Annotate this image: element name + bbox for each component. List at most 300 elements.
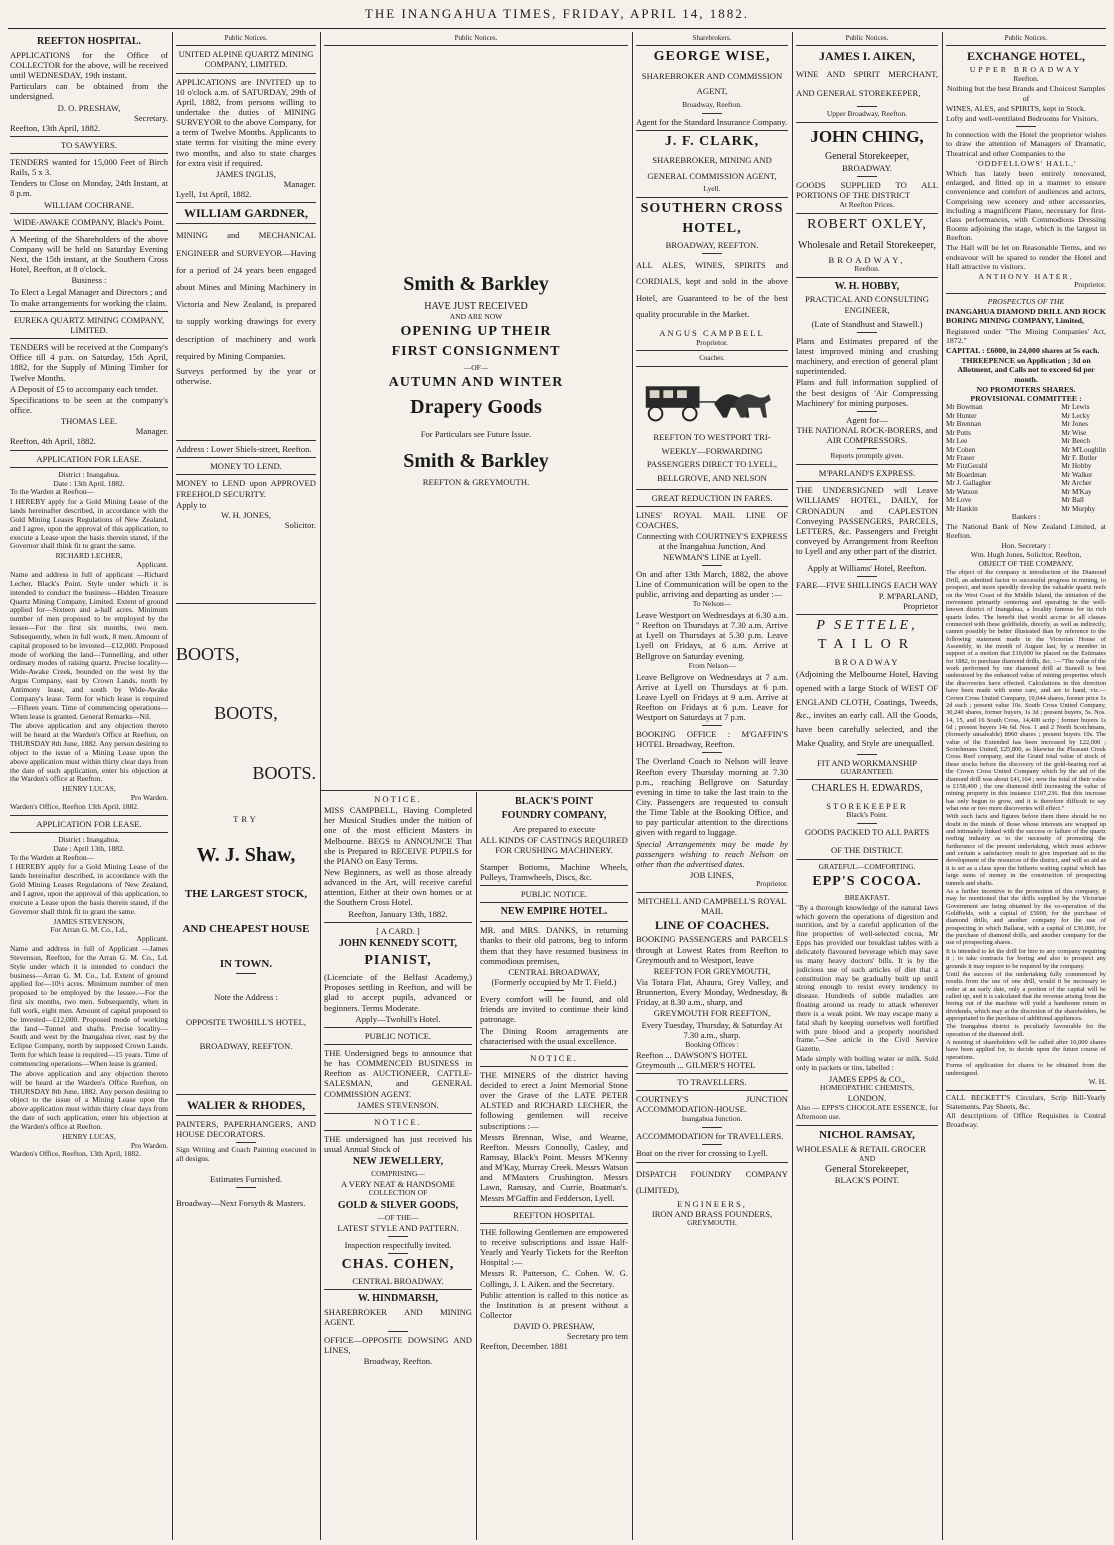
exchange-body: Nothing but the best Brands and Choicest Samples of <box>946 84 1106 103</box>
scott-name: JOHN KENNEDY SCOTT, <box>338 937 458 949</box>
date: Reefton, January 13th, 1882. <box>348 908 448 919</box>
fit-title: FIT AND WORKMANSHIP <box>817 757 917 768</box>
wide-awake-title: WIDE-AWAKE COMPANY, Black's Point. <box>13 216 165 227</box>
exchange-body: Which has lately been entirely renovated, enlarged, and fitted up in a manner to ensure convenience and comfort of audiences and actors, Comprising new scenery and other accessories, including a magnificent Piano, necessary for first-class performances, with Commodious Dressing Rooms adjoining the stage, which is the largest in Reefton. <box>946 168 1106 243</box>
wide-awake-body: A Meeting of the Shareholders of the above Company will be held on Saturday Evening Next, the 15th instant, at the Southern Cross Hotel, Reefton, at 8 o'clock. <box>10 233 168 275</box>
money-apply: Apply to <box>176 499 207 510</box>
signature-title: Secretary pro tem <box>566 1331 628 1342</box>
applicant-label: Applicant. <box>136 560 168 570</box>
column-4 <box>636 34 788 1228</box>
hospital-body: Public attention is called to this notice as the Institution is at present without a Collector <box>480 1289 628 1321</box>
jewel-line: A VERY NEAT & HANDSOME <box>341 1178 455 1189</box>
signature: THOMAS LEE. <box>60 416 118 427</box>
boots-line-2: BOOTS, <box>214 703 278 724</box>
notice-title: NOTICE. <box>374 794 422 804</box>
southern-cross-body: ALL ALES, WINES, SPIRITS and CORDIALS, kept and sold in the above Hotel, are Guaranteed to be of the best quality procurable in the Market. <box>636 260 788 320</box>
column-rule <box>320 32 321 1540</box>
shaw-address: OPPOSITE TWOHILL'S HOTEL, <box>185 1016 307 1027</box>
epps-also: Also — EPPS'S CHOCOLATE ESSENCE, for Afternoon use. <box>796 1102 938 1121</box>
prospectus-object: The object of the company is introduction of the Diamond Drill, an admitted factor to successful progress in mining, to prospect, and more speedily develop the valuable quartz reefs on the West Coast of the Middle Island, the initiation of the movement primarily centering and operating in the well-known district of Inangahua, a locality famous for its rich quartz lodes. The benefit that would accrue to all classes connected with these goldfields, directly, as well as indirectly, cannot possibly be better illustrated than by reference to the following statement made in the Victorian House of Assembly, in the month of August last, by a member in support of a motion that £10,000 be placed on the Estimates for 1882, to purchase diamond drills, &c. :—"The value of the work performed by one diamond drill at Stawell is best understood by the enhanced value of mining properties which the discoveries have effected. Calculations in this direction have been made with some care, and are to hand, viz.—Crown Cross United Company, 19,044 shares, former price 1s 2d each ; present value 10s. South Cross United Company, 30,240 shares, former buyers, 1s 3d ; present buyers, 5s. Nos. 14, 15, and 16 South Cross, 14,400 scrip ; former buyers 1s 6d ; present buyers 14s 6d. Nos. 1 and 2 North Scotchmans, (formerly unsaleable) 8960 shares ; present buyers 10s. The value of the Extended has been increased by £22,000 ; Scotchmans United, £25,800, as likewise the Pleasant Creek Cross Reef company, and the Grand total value of stock of these stocks before the discovery of the gold-bearing reef at the Crown Cross United Company which by the aid of the diamond drill was about £41,164 ; now the total of their value is £158,400 ; the one diamond drill increasing the value of mining property in this instance £107,236. But this increase has only begun to grow, and it is therefore difficult to say what one or two more discoveries will effect." <box>946 569 1106 812</box>
empire-body: The Dining Room arragements are characterised with the usual excellence. <box>480 1025 628 1046</box>
column-rule <box>942 32 943 1540</box>
hospital-body: THE following Gentlemen are empowered to receive subscriptions and issue Half-Yearly and Yearly Tickets for the Reefton Hospital :— <box>480 1226 628 1268</box>
public-notice-title: PUBLIC NOTICE. <box>364 1030 432 1041</box>
shaw-name: W. J. Shaw, <box>196 843 296 866</box>
applicant-for: For Arran G. M. Co., Ld., <box>50 925 128 935</box>
coach-illustration-icon <box>636 374 773 424</box>
lease-district: District : Inangahua. <box>58 469 120 479</box>
warden-title: Pro Warden. <box>130 793 168 803</box>
from-nelson: From Nelson— <box>688 660 736 670</box>
travellers-title: TO TRAVELLERS. <box>677 1076 747 1087</box>
scott-title: PIANIST, <box>364 952 432 968</box>
jewel-line: —OF THE— <box>377 1212 419 1222</box>
walier-body: PAINTERS, PAPERHANGERS, AND HOUSE DECORATORS. <box>176 1119 316 1140</box>
hospital-list: Messrs R. Patterson, C. Cohen. W. G. Collings, J. I. Aiken. and the Secretary. <box>480 1268 628 1289</box>
committee-member: Mr Jones <box>1061 420 1088 429</box>
signature-title: Proprietor. <box>696 337 728 347</box>
secretary-body: Wm. Hugh Jones, Solicitor, Reefton, <box>970 549 1082 559</box>
alpine-body: APPLICATIONS are INVITED up to 10 o'clock a.m. of SATURDAY, 29th of April, 1882, from persons willing to undertake the duties of MINING SURVEYOR to the above Company, for a term of Twelve Months. Applicants to state terms for visiting the mine every two months, and also to state charges for extra visit if required. <box>176 76 316 168</box>
committee-member: Mr Beech <box>1061 437 1090 446</box>
jewel-line: GOLD & SILVER GOODS, <box>337 1199 459 1211</box>
mparland-apply: Apply at Williams' Hotel, Reefton. <box>807 563 927 574</box>
hobby-body: (Late of Standhust and Stawell.) <box>811 318 923 329</box>
warden-office: Warden's Office, Reefton, 13th April, 1882. <box>10 1149 141 1159</box>
notice-title: NOTICE. <box>530 1052 578 1063</box>
ramsay-address: BLACK'S POINT. <box>834 1175 900 1186</box>
sb-line: —OF— <box>463 362 489 372</box>
committee-member: Mr Ball <box>1061 496 1084 505</box>
shaw-note: Note the Address : <box>214 992 278 1003</box>
shaw-line: IN TOWN. <box>219 957 273 970</box>
clark-address: Lyell. <box>703 184 721 194</box>
gardner-title: WILLIAM GARDNER, <box>183 206 308 221</box>
committee-member: Mr Brennan <box>946 420 981 429</box>
hobby-agent: THE NATIONAL ROCK-BORERS, and AIR COMPRESSORS. <box>796 425 938 446</box>
signature: ANGUS CAMPBELL <box>659 328 765 339</box>
jewel-body: THE undersigned has just received his usual Annual Stock of <box>324 1133 472 1155</box>
call-body: CALL BECKETT'S Circulars, Scrip Bill-Yearly Statements, Pay Sheets, &c. <box>946 1092 1106 1111</box>
epps-pre: GRATEFUL—COMFORTING. <box>818 861 916 871</box>
business-item: To make arrangements for working the claim. <box>10 297 168 308</box>
masthead: THE INANGAHUA TIMES, FRIDAY, APRIL 14, 1882. <box>364 6 750 21</box>
section-label: Public Notices. <box>845 34 889 42</box>
exchange-address: UPPER BROADWAY <box>969 65 1083 75</box>
blacks-title: FOUNDRY COMPANY, <box>501 809 607 821</box>
sawyers-body: TENDERS wanted for 15,000 Feet of Birch Rails, 5 x 3. <box>10 157 168 178</box>
epps-breakfast: BREAKFAST. <box>844 892 890 902</box>
committee-member: Mr Wise <box>1061 428 1087 437</box>
epps-body: Made simply with boiling water or milk. Sold only in packets or tins, labelled : <box>796 1054 938 1072</box>
jewel-line: COMPRISING— <box>371 1169 425 1179</box>
epps-company: JAMES EPPS & CO., <box>828 1073 906 1084</box>
walier-estimates: Estimates Furnished. <box>209 1174 283 1185</box>
sb-line: OPENING UP THEIR <box>400 324 552 340</box>
edwards-line: OF THE DISTRICT. <box>830 845 903 856</box>
committee-member: Mr Lee <box>946 437 968 446</box>
shaw-line: AND CHEAPEST HOUSE <box>182 922 310 935</box>
lease-title: APPLICATION FOR LEASE. <box>36 453 142 464</box>
from-times: Leave Bellgrove on Wednesdays at 7 a.m. Arrive at Lyell on Thursdays at 6 p.m. Leave Lyell on Fridays at 9 a.m. Arrive at Reefton on Fridays at 6 p.m. Leave for Westport on Saturdays at 7 p.m. <box>636 671 788 723</box>
exchange-body: Lofty and well-ventilated Bedrooms for Visitors. <box>946 114 1099 123</box>
edwards-title: CHARLES H. EDWARDS, <box>811 783 923 795</box>
miners-list: Messrs Brennan, Wise, and Wearne, Reefton. Messrs Connolly, Casley, and Ramsay, Black's Point. Messrs M'Kenny and M'Kay, Murray Creek. Messrs Watson and M'Masters Crushington. Messrs Lawn, Ramsay, and Currie, Boatman's. Messrs M'Gaffin and Fedderson, Lyell. <box>480 1131 628 1203</box>
lease-body: I HEREBY apply for a Gold Mining Lease of the lands hereinafter described, in accordance with the Gold Mining Leases Regulations of New Zealand, and I agree, upon the approval of this application, to execute a Lease upon the basis therein stated, if the Governor shall think fit to grant the same. <box>10 497 168 551</box>
try-label: TRY <box>233 813 259 824</box>
jewel-line: LATEST STYLE AND PATTERN. <box>337 1222 459 1233</box>
committee-member: Mr M'Kay <box>1061 487 1092 496</box>
prospectus-object: As a further incentive to the promotion of this company, it may be mentioned that the drills supplied by the Victorian Government are being obtained by the co-operation of the Goldfields, with a capital of £5000, for the purchase of diamond drills, and another company for the use of prospecting in which Ballarat, with a capital of £30,000, for the purchase of diamond drills, and another company for the use of prospecting shares. <box>946 887 1106 947</box>
lease-notice: The above application and any objection thereto will be heard at the Warden's Office Reefton, on THURSDAY 8th June, 1882. Any person desiring to object to the issue of a Mining Lease upon the above application must within thirty clear days from the date of such application, enter his objection at the Warden's office at Reefton. <box>10 1068 168 1131</box>
exchange-address: Reefton. <box>1013 73 1039 83</box>
money-body: MONEY to LEND upon APPROVED FREEHOLD SECURITY. <box>176 478 316 499</box>
warden-name: HENRY LUCAS, <box>62 784 116 794</box>
exchange-body: The Hall will be let on Reasonable Terms, and no endeavour will be spared to render the Hotel and Hall attractive to visitors. <box>946 243 1106 271</box>
section-rule <box>320 790 632 791</box>
money-title: MONEY TO LEND. <box>210 461 282 472</box>
mc-offices: Booking Offices : <box>685 1039 739 1049</box>
prospectus-body: INANGAHUA DIAMOND DRILL AND ROCK BORING MINING COMPANY, Limited, <box>946 307 1106 326</box>
job-lines: JOB LINES, <box>690 870 734 881</box>
stevenson-body: THE Undersigned begs to announce that he has COMMENCED BUSINESS in Reefton as AUCTIONEER, CATTLE-SALESMAN, and GENERAL COMMISSION AGENT. <box>324 1047 472 1099</box>
hospital-title: REEFTON HOSPITAL <box>513 1209 595 1220</box>
wise-address: Broadway, Reefton. <box>682 99 742 109</box>
dispatch-line: IRON AND BRASS FOUNDERS, <box>651 1209 773 1220</box>
column-5 <box>796 34 938 1185</box>
hindmarsh-address: Broadway, Reefton. <box>363 1355 433 1366</box>
committee-member: Mr Fraser <box>946 454 975 462</box>
campbell-body: New Beginners, as well as those already advanced in the Art, will receive careful attention, Either at their own homes or at the Southern Cross Hotel. <box>324 866 472 908</box>
mparland-fare: FARE—FIVE SHILLINGS EACH WAY <box>796 580 938 591</box>
column-3b <box>480 794 628 1352</box>
hospital-body: APPLICATIONS for the Office of COLLECTOR for the above, will be received until WEDNESDAY, 19th instant. <box>10 49 168 81</box>
section-label: Public Notices. <box>454 34 498 42</box>
edwards-line: Black's Point. <box>846 810 888 820</box>
aiken-address: Upper Broadway, Reefton. <box>826 109 908 119</box>
lines-body: Connecting with COURTNEY'S EXPRESS at the Inangahua Junction, And NEWMAN'S LINE at Lyell. <box>636 531 788 562</box>
sawyers-title: TO SAWYERS. <box>61 139 117 150</box>
lease-notice: The above application and any objection thereto will be heard at the Warden's Office at Reefton, on THURSDAY 8th June, 1882. Any person desiring to object to the issue of a Mining Lease upon the above application must within thirty clear days from the date of such application, enter his objection at the Warden's office at Reefton. <box>10 721 168 784</box>
notice-title: NOTICE. <box>374 1116 422 1127</box>
sb-line: HAVE JUST RECEIVED <box>424 300 528 312</box>
section-label: Sharebrokers. <box>692 34 732 42</box>
empire-address: CENTRAL BROADWAY, <box>508 966 600 977</box>
southern-cross-address: BROADWAY, REEFTON. <box>665 240 759 251</box>
mc-route: GREYMOUTH FOR REEFTON, <box>653 1008 771 1019</box>
sawyers-body: Tenders to Close on Monday, 24th Instant, at 8 p.m. <box>10 178 168 199</box>
signature: D. O. PRESHAW, <box>57 102 121 113</box>
dispatch-title: DISPATCH FOUNDRY COMPANY (LIMITED), <box>636 1168 788 1195</box>
gardner-body: MINING and MECHANICAL ENGINEER and SURVEYOR—Having for a period of 24 years been engaged about Mines and Mining Machinery in Victoria and New Zealand, is prepared to supply working drawings for every description of machinery and work required by Mining Companies. <box>176 230 316 361</box>
exchange-hall: 'ODDFELLOWS' HALL,' <box>975 158 1077 168</box>
empire-title: NEW EMPIRE HOTEL. <box>500 906 608 918</box>
lease-body: I HEREBY apply for a Gold Mining Lease of the lands hereinafter described, in accordance with the Gold Mining Leases Regulations of New Zealand, and I agree, upon the approval of this application, to execute a Lease upon the basis therein stated, if the Governor shall think fit to grant the same. <box>10 862 168 916</box>
reduction-title: GREAT REDUCTION IN FARES. <box>651 492 773 503</box>
empire-body: MR. and MRS. DANKS, in returning thanks to their old patrons, beg to inform them that they have resumed business in commodious premises, <box>480 925 628 966</box>
committee-member: Mr FitzGerald <box>946 462 988 471</box>
blacks-body: Stamper Bottoms, Machine Wheels, Pulleys, Tramwheels, Discs, &c. <box>480 862 628 883</box>
prospectus-pc: PROVISIONAL COMMITTEE : <box>970 393 1082 403</box>
smith-barkley-name: Smith & Barkley <box>403 273 549 296</box>
scott-body: (Licenciate of the Belfast Academy,) Proposes settling in Reefton, and will be glad to accept pupils, advanced or beginners. Terms Moderate. <box>324 972 472 1013</box>
committee-left <box>946 403 991 513</box>
oxley-body: Wholesale and Retail Storekeeper, <box>798 239 936 251</box>
committee-member: Mr J. Gallagher <box>946 479 992 488</box>
committee-member: Mr M'Loughlin <box>1061 445 1106 454</box>
clark-body: SHAREBROKER, MINING AND GENERAL COMMISSION AGENT, <box>647 155 777 181</box>
oxley-address: BROADWAY, <box>828 254 906 265</box>
committee-list <box>946 403 1106 513</box>
signature-title: Solicitor. <box>284 520 316 530</box>
hobby-body: Plans and full information supplied of the best designs of 'Air Compressing Machinery' for mining purposes. <box>796 377 938 408</box>
miners-body: THE MINERS of the district having decided to erect a Joint Memorial Stone over the Grave of the LATE PETER ALSTED and RICHARD LECHER, the following gentlemen will receive subscriptions :— <box>480 1069 628 1131</box>
committee-member: Mr Bowman <box>946 403 983 412</box>
prospectus-capital: CAPITAL : £6000, in 24,000 shares at 5s each. <box>946 345 1100 355</box>
warden-office: Warden's Office, Reefton 13th April, 1882. <box>10 801 139 811</box>
epps-body: "By a thorough knowledge of the natural laws which govern the operations of digestion and nutrition, and by a careful application of the fine properties of well-selected cocoa, Mr Epps has provided our breakfast tables with a delicately flavoured beverage which may save us many heavy doctors' bills. It is by the judicious use of such articles of diet that a constitution may be gradually built up until strong enough to resist every tendency to disease. Hundreds of subtle maladies are floating around us ready to attack wherever there is a weak point. We may escape many a fatal shaft by keeping ourselves well fortified with pure blood and a properly nourished frame."—See article in the Civil Service Gazette. <box>796 902 938 1054</box>
sb-line: FIRST CONSIGNMENT <box>391 344 561 359</box>
nelson-times: Leave Westport on Wednesdays at 6.30 a.m. " Reefton on Thursdays at 7.30 a.m. Arrive at Lyell on Thursdays at 5.30 p.m. Leave Lyell on Fridays, at 6 a.m. Arrive at Bellgrove on Saturday evening. <box>636 609 788 661</box>
mc-office: Reefton ... DAWSON'S HOTEL <box>636 1049 748 1060</box>
bankers-body: The National Bank of New Zealand Limited, at Reefton. <box>946 522 1106 541</box>
business-heading: Business : <box>71 275 107 286</box>
signature: WILLIAM COCHRANE. <box>44 199 134 210</box>
secretary-label: Hon. Secretary : <box>1001 540 1051 550</box>
jewel-line: NEW JEWELLERY, <box>352 1156 444 1168</box>
empire-previous: (Formerly occupied by Mr T. Field.) <box>491 976 617 987</box>
courtney-body: ACCOMMODATION for TRAVELLERS. <box>636 1131 784 1142</box>
signature: JAMES STEVENSON. <box>357 1099 439 1110</box>
dispatch-line: ENGINEERS, <box>677 1199 747 1210</box>
hobby-body: PRACTICAL AND CONSULTING ENGINEER, <box>805 294 929 315</box>
signature-title: Manager. <box>135 426 168 437</box>
column-3a <box>324 794 472 1366</box>
mc-body: Every Tuesday, Thursday, & Saturday At 7.30 a.m., sharp. <box>641 1019 783 1040</box>
hospital-body: Particulars can be obtained from the undersigned. <box>10 81 168 102</box>
special: Special Arrangements may be made by passengers wishing to reach Nelson on other than the advertised dates. <box>636 838 788 869</box>
eureka-body: Specifications to be seen at the company's office. <box>10 394 168 416</box>
signature: JAMES INGLIS, <box>216 168 276 179</box>
eureka-body: TENDERS will be received at the Company's Office till 4 p.m. on Saturday, 15th April, 1882, for the Supply of Mining Timber for Twelve Months. <box>10 342 168 383</box>
sb-line: AND ARE NOW <box>449 311 503 321</box>
aiken-title: JAMES I. AIKEN, <box>818 49 916 64</box>
westport-body: REEFTON TO WESTPORT TRI-WEEKLY—FORWARDING PASSENGERS DIRECT TO LYELL, BELLGROVE, AND NELSON <box>646 431 778 484</box>
campbell-body: MISS CAMPBELL, Having Completed her Musical Studies under the tuition of one of the most efficient Masters in Melbourne. BEGS to ANNOUNCE That she is Prepared to RECEIVE PUPILS for the PIANO on Easy Terms. <box>324 805 472 866</box>
empire-body: Every comfort will be found, and old friends are invited to continue their kind patronage. <box>480 994 628 1025</box>
sb-line: For Particulars see Future Issue. <box>420 429 532 440</box>
cohen-name: CHAS. COHEN, <box>341 1256 455 1272</box>
scott-apply: Apply—Twohill's Hotel. <box>355 1013 441 1024</box>
column-6 <box>946 34 1106 1131</box>
date: Reefton, 13th April, 1882. <box>10 122 101 133</box>
hindmarsh-name: W. HINDMARSH, <box>358 1293 438 1305</box>
signature-title: Proprietor <box>903 600 938 611</box>
walier-title: WALIER & RHODES, <box>186 1097 306 1112</box>
committee-member: Mr Love <box>946 496 972 505</box>
section-label: Public Notices. <box>224 34 268 42</box>
tailor-address: BROADWAY <box>834 656 900 667</box>
exchange-body: WINES, ALES, and SPIRITS, kept in Stock. <box>946 103 1086 113</box>
blacks-title: BLACK'S POINT <box>514 796 594 807</box>
mparland-title: M'PARLAND'S EXPRESS. <box>818 468 916 479</box>
committee-member: Mr Murphy <box>1061 504 1096 513</box>
lease-district: District : Inangahua. <box>58 834 120 844</box>
southern-cross-title: SOUTHERN CROSS <box>640 200 784 216</box>
epps-company: LONDON. <box>847 1092 887 1103</box>
to-nelson: To Nelson— <box>692 599 732 609</box>
prospectus-title: PROSPECTUS OF THE <box>987 297 1065 307</box>
walier-address: Broadway—Next Forsyth & Masters. <box>176 1198 306 1209</box>
lines-body: On and after 13th March, 1882, the above Line of Communication will be open to the public, arriving and departing as under :— <box>636 568 788 599</box>
gardner-body: Surveys performed by the year or otherwise. <box>176 365 316 387</box>
column-rule <box>172 32 173 1540</box>
lease-date: Date : April 13th, 1882. <box>53 843 125 853</box>
courtney-title: COURTNEY'S JUNCTION ACCOMMODATION-HOUSE. <box>636 1094 788 1115</box>
prospectus-object: The Inangahua district is peculiarly favourable for the operation of the diamond drill. <box>946 1023 1106 1038</box>
ching-title: JOHN CHING, <box>810 127 924 147</box>
prospectus-object: Until the success of the undertaking fully commenced by results from the use of one drill, would it be necessary to order at an early date, only a portion of the capital will be called up, and it is calculated that the revenue arising from the boring out of the machine will yield a handsome return in dividends, which may at the discretion of the shareholders, be appropriated to the purchase of additional appliances. <box>946 970 1106 1023</box>
section-label: Coaches. <box>699 354 725 363</box>
lines-title: LINES' ROYAL MAIL LINE OF COACHES, <box>636 509 788 531</box>
lease-to: To the Warden at Reefton— <box>10 487 95 497</box>
ramsay-body: WHOLESALE & RETAIL GROCER <box>796 1143 927 1154</box>
business-item: To Elect a Legal Manager and Directors ; and <box>10 286 167 297</box>
ramsay-and: AND <box>858 1153 876 1163</box>
top-rule <box>8 28 1106 29</box>
southern-cross-title: HOTEL, <box>682 220 742 236</box>
wise-body: SHAREBROKER AND COMMISSION AGENT, <box>641 70 783 97</box>
hospital-title: REEFTON HOSPITAL. <box>36 36 142 47</box>
committee-member: Mr Cohen <box>946 445 976 454</box>
edwards-line: STOREKEEPER <box>826 801 908 812</box>
sb-line: AUTUMN AND WINTER <box>388 375 564 391</box>
date: Reefton, December. 1881 <box>480 1341 568 1352</box>
boots-line-1: BOOTS, <box>176 644 240 665</box>
card-label: [ A CARD. ] <box>376 925 420 936</box>
signature: DAVID O. PRESHAW, <box>513 1321 595 1332</box>
blacks-body: Are prepared to execute <box>512 823 596 834</box>
mc-title: LINE OF COACHES. <box>655 918 769 933</box>
column-3-top <box>324 34 628 784</box>
dispatch-line: GREYMOUTH. <box>687 1218 737 1228</box>
signature-title: Secretary. <box>133 112 168 123</box>
mc-office: Greymouth ... GILMER'S HOTEL <box>636 1059 756 1070</box>
sb-line: REEFTON & GREYMOUTH. <box>422 477 530 488</box>
committee-member: Mr F. Butler <box>1061 454 1097 462</box>
committee-member: Mr Walker <box>1061 470 1093 479</box>
mc-body: BOOKING PASSENGERS and PARCELS through at Lowest Rates from Reefton to Greymouth and to Westport, leave <box>636 934 788 965</box>
committee-member: Mr Archer <box>1061 479 1092 488</box>
sb-line: Drapery Goods <box>410 395 542 418</box>
lease-date: Date : 13th April. 1882. <box>53 478 125 488</box>
hobby-title: W. H. HOBBY, <box>834 280 900 292</box>
booking: BOOKING OFFICE : M'GAFFIN'S HOTEL Broadway, Reefton. <box>636 729 788 750</box>
smith-barkley-name: Smith & Barkley <box>403 449 549 472</box>
column-rule <box>792 32 793 1540</box>
mc-title: MITCHELL AND CAMPBELL'S ROYAL MAIL <box>637 896 787 917</box>
object-title: OBJECT OF THE COMPANY. <box>978 558 1074 568</box>
settele-title: P SETTELE, <box>816 617 918 633</box>
committee-member: Mr Potts <box>946 428 971 437</box>
lease-to: To the Warden at Reefton— <box>10 852 95 862</box>
hobby-reports: Reports promptly given. <box>830 451 904 461</box>
column-2 <box>176 34 316 1208</box>
hindmarsh-body: SHAREBROKER AND MINING AGENT. <box>324 1307 472 1328</box>
clark-title: J. F. CLARK, <box>664 133 760 149</box>
prospectus-np: NO PROMOTERS SHARES. <box>976 384 1076 394</box>
shaw-address: BROADWAY, REEFTON. <box>199 1040 293 1051</box>
boots-line-3: BOOTS. <box>252 762 316 783</box>
committee-member: Mr Lewis <box>1061 403 1090 412</box>
committee-member: Mr Watson <box>946 487 978 496</box>
hindmarsh-body: OFFICE—OPPOSITE DOWSING AND LINES, <box>324 1334 472 1355</box>
job-lines-title: Proprietor. <box>756 879 788 889</box>
lease-details: Name and address in full of applicant —Richard Lecher, Black's Point. Style under which it is intended to conduct the business—Hidden Treasure Quartz Mining Company, Limited. Extent of ground applied for—Sixteen and a-half acres. Minimum number of men proposed to be employed by the lessee—For the first six months, two men. Subsequently, when in full work, 8 men. Amount of capital proposed to be invested—£12,000. Proposed mode of working the land—Tunnelling, and other ordinary modes of raising quartz. Precise locality—Wide-Awake Creek, bounded on the west by the Argus Company, east by Crown Lands, north by Antimony lease, and south by Wide-Awake Company's lease. Term for which lease is required—Fifteen years. Time of commencing operations—When lease is granted. General Remarks—Nil. <box>10 570 168 721</box>
signature-title: Proprietor. <box>1074 280 1106 290</box>
ching-body: General Storekeeper, <box>825 151 909 163</box>
epps-title: EPP'S COCOA. <box>812 874 922 890</box>
cohen-address: CENTRAL BROADWAY. <box>352 1276 444 1287</box>
tailor-body: (Adjoining the Melbourne Hotel, Having opened with a large Stock of WEST OF ENGLAND CLOTH, Coatings, Tweeds, &c., invites an early call. All the Goods, have been carefully selected, and the Make Quality, and Style are unequalled. <box>796 669 938 748</box>
fit-title: GUARANTEED. <box>840 766 894 776</box>
tailor-title: TAILOR <box>817 637 917 653</box>
mc-route: REEFTON FOR GREYMOUTH, <box>653 965 771 976</box>
mc-body: Via Totara Flat, Ahaura, Grey Valley, and Brunnerton, Every Monday, Wednesday, & Friday, at 8.30 a.m., sharp, and <box>636 977 788 1008</box>
column-rule <box>476 792 477 1540</box>
eureka-title: EUREKA QUARTZ MINING COMPANY, LIMITED. <box>13 314 165 336</box>
lease-details: Name and address in full of Applicant —James Stevenson, Reefton, for the Arran G. M. Co., Ld. Style under which it is intended to conduct the business—Arran G. M. Co., Ld. Extent of ground applied for—10½ acres. Minimum number of men proposed to be employed by the lessee.—For the first six months, two men. Subsequently, when in full work, eight men. Amount of capital proposed to be invested—£12,000. Proposed mode of working the land—Tunnel and shafts. Precise locality—South and west by the Inangahua river, east by the Eclipse Company, north by supposed Crown Lands. Term for which lease is required—15 years. Time of commencing operations—When lease is granted. <box>10 944 168 1069</box>
date: Lyell, 1st April, 1882. <box>176 189 252 200</box>
hobby-agent: Agent for— <box>846 414 888 425</box>
edwards-line: GOODS PACKED TO ALL PARTS <box>804 827 930 838</box>
eureka-body: A Deposit of £5 to accompany each tender. <box>10 383 158 394</box>
oxley-address: Reefton. <box>854 263 880 273</box>
exchange-title: EXCHANGE HOTEL, <box>966 49 1086 64</box>
committee-member: Mr Hobby <box>1061 462 1092 471</box>
mparland-body: THE UNDERSIGNED will Leave WILLIAMS' HOTEL, DAILY, for CRONADUN and CAPLESTON Conveying PASSENGERS, PARCELS, LETTERS, &c. Passengers and Freight conveyed by Arrangement from Reefton to Lyell and any other part of the district. <box>796 485 938 557</box>
shaw-line: THE LARGEST STOCK, <box>184 887 308 900</box>
ramsay-body: General Storekeeper, <box>825 1163 909 1175</box>
section-label: Public Notices. <box>1004 34 1048 42</box>
column-1 <box>10 34 168 1159</box>
public-notice-title: PUBLIC NOTICE. <box>520 889 588 900</box>
ramsay-title: NICHOL RAMSAY, <box>819 1128 915 1141</box>
courtney-address: Inangahua Junction. <box>681 1114 743 1124</box>
prospectus-object: A meeting of shareholders will be called after 10,000 shares have been applied for, to decide upon the future course of operations. <box>946 1039 1106 1061</box>
overland: The Overland Coach to Nelson will leave Reefton every Thursday morning at 7.30 p.m., reaching Bellgrove on Saturday evening in time to take the last train to the City. Passengers are requested to consult the Time Table at the Booking Office, and to pay particular attention to the directions given with regard to luggage. <box>636 756 788 838</box>
prospectus-registered: Registered under "The Mining Companies' Act, 1872." <box>946 326 1106 345</box>
aiken-body: WINE AND SPIRIT MERCHANT, AND GENERAL STOREKEEPER, <box>796 69 938 99</box>
prospectus-object: With such facts and figures before them there should be no doubt in the minds of those whose interests are wrapped up and intimately linked with the success or failure of the quartz reefing industry as to the necessity of promoting the furtherance of the present undertaking, which must achieve and certain a satisfactory result to give important aid to the development of the resources of the district, and will so aid as it is set as a class upon the hitherto waiting capital which has large sums of money in the construction of prospecting tunnels and shafts. <box>946 813 1106 887</box>
committee-member: Mr Hankin <box>946 504 978 513</box>
applicant-name: RICHARD LECHER, <box>55 551 123 561</box>
signature-title: Manager. <box>283 178 316 189</box>
alpine-title: UNITED ALPINE QUARTZ MINING COMPANY, LIMITED. <box>178 49 314 70</box>
bankers-label: Bankers : <box>1011 512 1041 522</box>
date: Reefton, 4th April, 1882. <box>10 436 96 447</box>
courtney-body: Boat on the river for crossing to Lyell. <box>636 1148 768 1159</box>
prospectus-capital: THREEPENCE on Application ; 3d on Allotment, and Calls not to exceed 6d per month. <box>957 356 1095 384</box>
wise-agent: Agent for the Standard Insurance Company. <box>636 116 788 127</box>
applicant-name: JAMES STEVENSON, <box>53 916 125 926</box>
ching-address: BROADWAY. <box>842 162 892 173</box>
oxley-title: ROBERT OXLEY, <box>807 217 927 233</box>
wise-title: GEORGE WISE, <box>653 49 771 65</box>
walier-body: Sign Writing and Coach Painting executed in all designs. <box>176 1145 316 1164</box>
committee-member: Mr Hunter <box>946 411 977 420</box>
committee-member: Mr Lecky <box>1061 411 1090 420</box>
